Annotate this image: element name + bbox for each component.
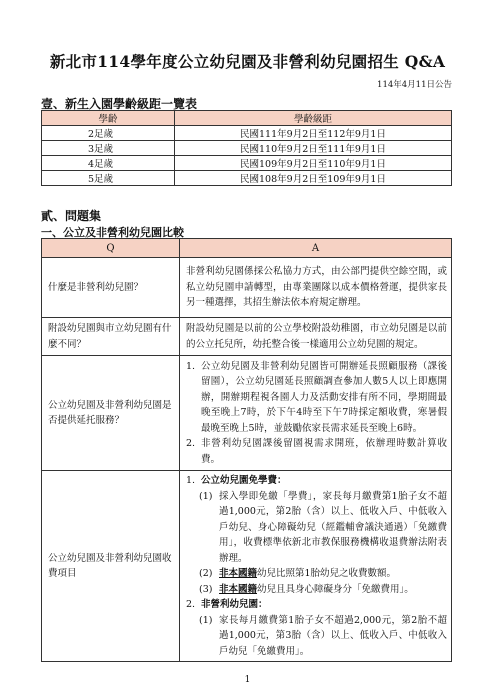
list-text: 公立幼兒園及非營利幼兒園皆可開辦延長照顧服務（課後留園），公立幼兒園延長照顧調查參加人數5人以上即應開辦，開辦期程視各園人力及活動安排有所不同，學期間最晚至晚上7時，於下午4時至下午7時採定額收費，寒暑假最晚至晚上5時，並鼓勵依家長需求延長至晚上6時。 bbox=[201, 360, 447, 434]
table-header-row bbox=[42, 111, 452, 126]
sub-list-text: 幼兒且具身心障礙身分「免繳費用」。 bbox=[257, 583, 414, 595]
range-cell: 民國110年9月2日至111年9月1日 bbox=[175, 141, 452, 156]
table-row bbox=[42, 258, 452, 318]
age-cell: 3足歲 bbox=[42, 141, 175, 156]
qa-table bbox=[41, 238, 452, 662]
answer-cell bbox=[180, 356, 452, 471]
list-number: 1. bbox=[186, 475, 196, 486]
sub-list-item bbox=[186, 489, 447, 567]
section1-heading: 壹、新生入園學齡級距一覽表 bbox=[41, 97, 198, 111]
sub-list-item bbox=[186, 613, 447, 660]
table-row bbox=[42, 318, 452, 356]
list-item bbox=[186, 597, 447, 613]
table-header-row bbox=[42, 239, 452, 258]
page-number: 1 bbox=[244, 675, 251, 685]
age-range-table bbox=[41, 110, 452, 186]
list-number: 2. bbox=[186, 438, 196, 450]
list-text: 非營利幼兒園課後留園視需求開班，依辦理時數計算收費。 bbox=[201, 438, 447, 465]
section2-subheading: 一、公立及非營利幼兒園比較 bbox=[41, 226, 184, 239]
age-cell: 2足歲 bbox=[42, 126, 175, 141]
emphasis-text: 非本國籍 bbox=[219, 583, 258, 595]
age-cell: 4足歲 bbox=[42, 156, 175, 171]
col-header-range: 學齡級距 bbox=[175, 111, 452, 126]
sub-list-item bbox=[186, 582, 447, 598]
question-cell: 公立幼兒園及非營利幼兒園是否提供延托服務？ bbox=[42, 356, 180, 471]
list-number: 2. bbox=[186, 599, 196, 610]
col-header-age: 學齡 bbox=[42, 111, 175, 126]
sub-list-text: 採入學即免繳「學費」，家長每月繳費第1胎子女不超過1,000元，第2胎（含）以上、低收入戶、中低收入戶幼兒、身心障礙幼兒（經鑑輔會議決通過）「免繳費用」，收費標準依新北市教保服務機構收退費辦法附表辦理。 bbox=[219, 490, 447, 564]
document-title: 新北市114學年度公立幼兒園及非營利幼兒園招生 Q&A bbox=[49, 52, 446, 71]
col-header-q: Q bbox=[42, 239, 180, 258]
sub-list-text: 家長每月繳費第1胎子女不超過2,000元，第2胎不超過1,000元，第3胎（含）以上、低收入戶、中低收入戶幼兒「免繳費用」。 bbox=[219, 614, 447, 657]
table-row bbox=[42, 171, 452, 186]
list-title: 公立幼兒園免學費： bbox=[201, 475, 287, 486]
announce-date: 114年4月11日公告 bbox=[377, 80, 452, 90]
question-cell: 附設幼兒園與市立幼兒園有什麼不同？ bbox=[42, 318, 180, 356]
list-number: 1. bbox=[186, 360, 196, 372]
range-cell: 民國111年9月2日至112年9月1日 bbox=[175, 126, 452, 141]
sub-list-number: (2) bbox=[199, 568, 213, 579]
table-row bbox=[42, 141, 452, 156]
age-cell: 5足歲 bbox=[42, 171, 175, 186]
table-row bbox=[42, 356, 452, 471]
list-title: 非營利幼兒園： bbox=[201, 599, 268, 610]
question-cell: 公立幼兒園及非營利幼兒園收費項目 bbox=[42, 471, 180, 662]
answer-cell bbox=[180, 471, 452, 662]
table-row bbox=[42, 156, 452, 171]
list-item bbox=[186, 473, 447, 489]
answer-cell: 非營利幼兒園係採公私協力方式，由公部門提供空餘空間，或私立幼兒園申請轉型，由專業團隊以成本價格營運，提供家長另一種選擇，其招生辦法依本府規定辦理。 bbox=[180, 258, 452, 318]
sub-list-text: 幼兒比照第1胎幼兒之收費數額。 bbox=[257, 568, 397, 579]
question-cell: 什麼是非營利幼兒園？ bbox=[42, 258, 180, 318]
sub-list-number: (3) bbox=[199, 583, 213, 595]
list-item bbox=[186, 359, 447, 437]
range-cell: 民國109年9月2日至110年9月1日 bbox=[175, 156, 452, 171]
answer-cell: 附設幼兒園是以前的公立學校附設幼稚園，市立幼兒園是以前的公立托兒所，幼托整合後一樣適用公立幼兒園的規定。 bbox=[180, 318, 452, 356]
range-cell: 民國108年9月2日至109年9月1日 bbox=[175, 171, 452, 186]
table-row bbox=[42, 126, 452, 141]
sub-list-item bbox=[186, 566, 447, 582]
sub-list-number: (1) bbox=[199, 614, 213, 626]
list-item bbox=[186, 436, 447, 467]
section2-heading: 貳、問題集 bbox=[41, 209, 102, 223]
sub-list-number: (1) bbox=[199, 490, 213, 502]
emphasis-text: 非本國籍 bbox=[219, 568, 258, 579]
table-row bbox=[42, 471, 452, 662]
col-header-a: A bbox=[180, 239, 452, 258]
